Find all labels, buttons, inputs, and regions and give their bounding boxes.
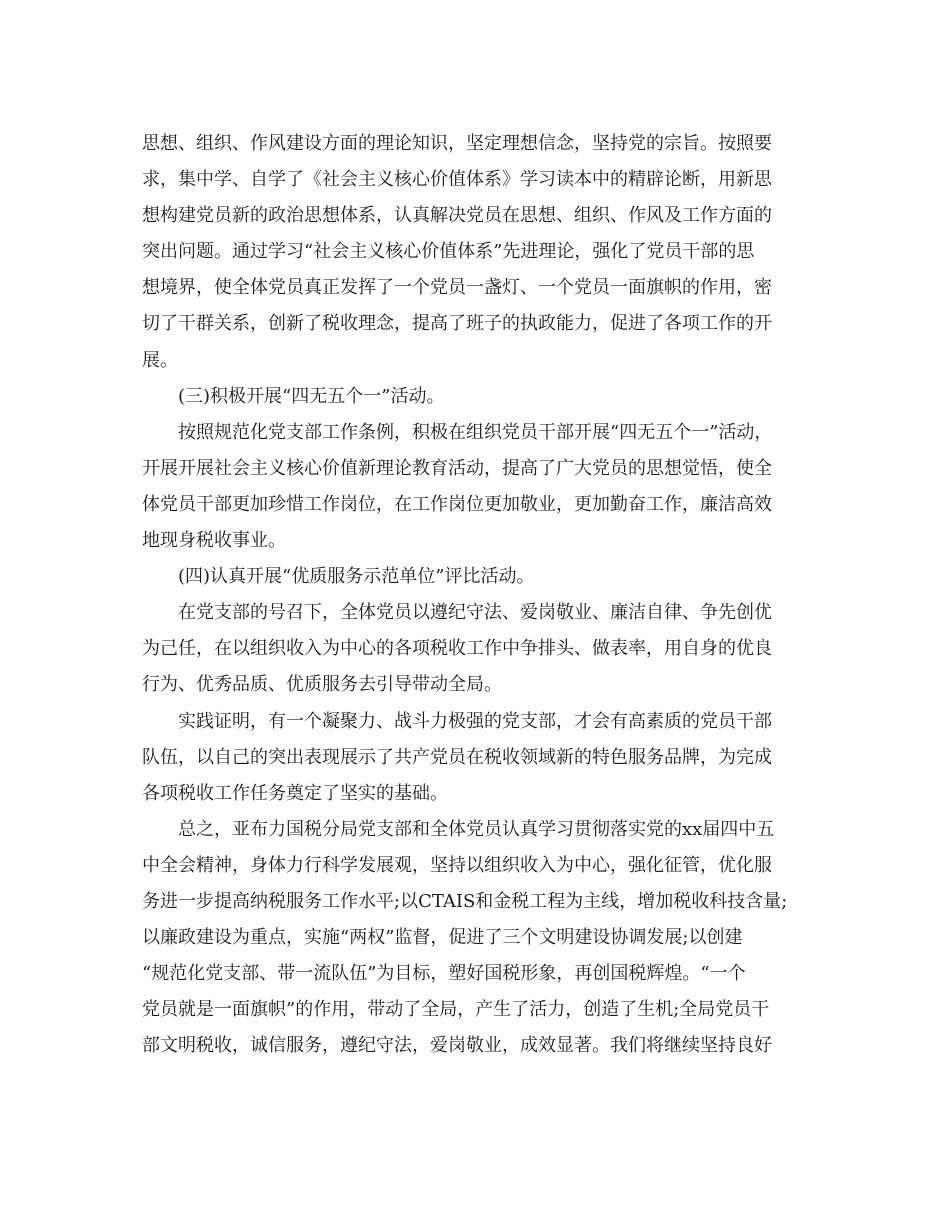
text-line: 总之，亚布力国税分局党支部和全体党员认真学习贯彻落实党的xx届四中五 bbox=[178, 818, 775, 840]
text-line: 按照规范化党支部工作条例，积极在组织党员干部开展“四无五个一”活动， bbox=[178, 421, 773, 443]
text-line: 行为、优秀品质、优质服务去引导带动全局。 bbox=[142, 674, 502, 696]
text-line: “规范化党支部、带一流队伍”为目标，塑好国税形象，再创国税辉煌。“一个 bbox=[142, 963, 746, 985]
document-body bbox=[142, 126, 812, 1064]
text-line: 切了干群关系，创新了税收理念，提高了班子的执政能力，促进了各项工作的开 bbox=[142, 313, 772, 335]
text-line: 务进一步提高纳税服务工作水平;以CTAIS和金税工程为主线，增加税收科技含量; bbox=[142, 890, 788, 912]
text-line: 开展开展社会主义核心价值新理论教育活动，提高了广大党员的思想觉悟，使全 bbox=[142, 457, 772, 479]
text-line: (四)认真开展“优质服务示范单位”评比活动。 bbox=[178, 566, 535, 588]
text-line: 想境界，使全体党员真正发挥了一个党员一盏灯、一个党员一面旗帜的作用，密 bbox=[142, 277, 772, 299]
text-line: 地现身税收事业。 bbox=[142, 530, 286, 552]
text-line: 部文明税收，诚信服务，遵纪守法，爱岗敬业，成效显著。我们将继续坚持良好 bbox=[142, 1035, 772, 1057]
text-line: 求，集中学、自学了《社会主义核心价值体系》学习读本中的精辟论断，用新思 bbox=[142, 169, 772, 191]
text-line: 各项税收工作任务奠定了坚实的基础。 bbox=[142, 782, 448, 804]
text-line: 中全会精神，身体力行科学发展观，坚持以组织收入为中心，强化征管，优化服 bbox=[142, 854, 772, 876]
text-line: 党员就是一面旗帜”的作用，带动了全局，产生了活力，创造了生机;全局党员干 bbox=[142, 999, 770, 1021]
text-line: 为己任，在以组织收入为中心的各项税收工作中争排头、做表率，用自身的优良 bbox=[142, 638, 772, 660]
text-line: 以廉政建设为重点，实施“两权”监督，促进了三个文明建设协调发展;以创建 bbox=[142, 927, 743, 949]
text-line: 思想、组织、作风建设方面的理论知识，坚定理想信念，坚持党的宗旨。按照要 bbox=[142, 133, 772, 154]
text-line: 突出问题。通过学习“社会主义核心价值体系”先进理论，强化了党员干部的思 bbox=[142, 241, 755, 263]
text-line: 想构建党员新的政治思想体系，认真解决党员在思想、组织、作风及工作方面的 bbox=[142, 205, 772, 227]
text-line: 队伍，以自己的突出表现展示了共产党员在税收领域新的特色服务品牌，为完成 bbox=[142, 746, 772, 768]
text-line: 实践证明，有一个凝聚力、战斗力极强的党支部，才会有高素质的党员干部 bbox=[178, 710, 772, 732]
text-line: 在党支部的号召下，全体党员以遵纪守法、爱岗敬业、廉洁自律、争先创优 bbox=[178, 602, 772, 624]
text-line: 体党员干部更加珍惜工作岗位，在工作岗位更加敬业，更加勤奋工作，廉洁高效 bbox=[142, 493, 772, 515]
text-line: (三)积极开展“四无五个一”活动。 bbox=[178, 385, 445, 407]
text-line: 展。 bbox=[142, 349, 178, 371]
